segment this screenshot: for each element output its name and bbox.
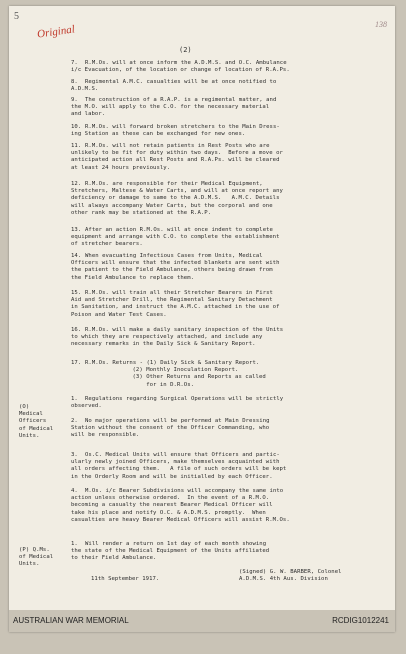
item-text-line: (2) Monthly Inoculation Report. bbox=[71, 367, 239, 374]
item-text-line: casualties are heavy Bearer Medical Officers will assist R.M.Os. bbox=[71, 516, 290, 523]
item-number: 14. bbox=[71, 253, 82, 259]
item-text-line: take his place and notify O.C. & A.D.M.S. promptly. When bbox=[71, 509, 266, 516]
section-o-label: (O) bbox=[19, 404, 30, 410]
item-text-line: When evacuating Infectious Cases from Units, Medical bbox=[85, 253, 263, 259]
item-text-line: Regulations regarding Surgical Operations will be strictly bbox=[85, 396, 284, 402]
item-text-line: at least 24 hours previously. bbox=[71, 164, 171, 171]
archive-footer bbox=[9, 610, 395, 632]
item-text-line: the Field Ambulance to replace them. bbox=[71, 274, 195, 281]
item-number: 13. bbox=[71, 227, 82, 233]
item-number: 10. bbox=[71, 124, 82, 130]
item-number: 12. bbox=[71, 181, 82, 187]
item-text-line: A.D.M.S. bbox=[71, 86, 99, 93]
item-text-line: necessary remarks in the Daily Sick & Sanitary Report. bbox=[71, 341, 256, 348]
item-text-line: the patient to the Field Ambulance, others being drawn from bbox=[71, 267, 273, 274]
item-text-line: R.M.Os. are responsible for their Medical Equipment, bbox=[85, 181, 263, 187]
page-number: (2) bbox=[179, 46, 192, 54]
item-text-line: Will render a return on 1st day of each month showing bbox=[85, 541, 267, 547]
item-number: 9. bbox=[71, 97, 78, 103]
item-number: 3. bbox=[71, 452, 78, 458]
item-number: 8. bbox=[71, 79, 78, 85]
item-number: 17. bbox=[71, 360, 82, 366]
section-o-label: Officers bbox=[19, 418, 47, 425]
archive-reference: RCDIG1012241 bbox=[332, 616, 389, 625]
section-o-label: Units. bbox=[19, 432, 40, 439]
section-p-label: Units. bbox=[19, 561, 40, 568]
section-o-label: Medical bbox=[19, 411, 43, 418]
corner-number: 5 bbox=[14, 11, 19, 22]
item-text-line: R.M.Os. Returns - (1) Daily Sick & Sanitary Report. bbox=[85, 360, 260, 366]
item-text-line: Officers will ensure that the infected blankets are sent with bbox=[71, 260, 280, 267]
item-number: 11. bbox=[71, 143, 82, 149]
item-number: 1. bbox=[71, 396, 78, 402]
item-text-line: Aid and Stretcher Drill, the Regimental Sanitary Detachment bbox=[71, 297, 273, 304]
item-text-line: becoming a casualty the nearest Bearer Medical Officer will bbox=[71, 502, 273, 509]
item-text-line: R.M.Os. will at once inform the A.D.M.S. and O.C. Ambulance bbox=[85, 60, 287, 66]
document-page bbox=[9, 6, 395, 632]
item-text-line: Regimental A.M.C. casualties will be at once notified to bbox=[85, 79, 277, 85]
item-text-line: deficiency or damage to same to the A.D.M.S. A.M.C. Details bbox=[71, 195, 280, 202]
item-text-line: observed. bbox=[71, 403, 102, 410]
document-date: 11th September 1917. bbox=[91, 576, 160, 582]
item-text-line: After an action R.M.Os. will at once indent to complete bbox=[85, 227, 273, 233]
item-number: 15. bbox=[71, 290, 82, 296]
item-text-line: R.M.Os. will make a daily sanitary inspection of the Units bbox=[85, 327, 284, 333]
item-text-line: equipment and arrange with C.O. to complete the establishment bbox=[71, 234, 280, 241]
item-text-line: Poison and Water Test Cases. bbox=[71, 311, 167, 318]
archive-name: AUSTRALIAN WAR MEMORIAL bbox=[13, 616, 129, 625]
section-o-label: of Medical bbox=[19, 425, 54, 432]
item-text-line: R.M.Os. will not retain patients in Rest Posts who are bbox=[85, 143, 270, 149]
item-text-line: all orders affecting them. A file of such orders will be kept bbox=[71, 466, 287, 473]
item-text-line: Stretchers, Maltese & Water Carts, and will at once report any bbox=[71, 188, 283, 195]
item-text-line: will be responsible. bbox=[71, 432, 140, 439]
item-text-line: i/c Evacuation, of the location or change of location of R.A.Ps. bbox=[71, 67, 290, 74]
item-number: 16. bbox=[71, 327, 82, 333]
item-text-line: to their Field Ambulance. bbox=[71, 555, 157, 562]
signature-line: A.D.M.S. 4th Aus. Division bbox=[239, 576, 328, 583]
item-text-line: for in D.R.Os. bbox=[71, 381, 195, 388]
item-text-line: the state of the Medical Equipment of the Units affiliated bbox=[71, 548, 270, 555]
item-text-line: No major operations will be performed at Main Dressing bbox=[85, 418, 270, 424]
item-text-line: Station without the consent of the Officer Commanding, who bbox=[71, 425, 270, 432]
item-text-line: the M.O. will apply to the C.O. for the necessary material bbox=[71, 104, 270, 111]
item-text-line: of stretcher bearers. bbox=[71, 241, 143, 248]
item-number: 1. bbox=[71, 541, 78, 547]
folio-number: 138 bbox=[375, 20, 387, 29]
item-text-line: R.M.Os. will forward broken stretchers to the Main Dress- bbox=[85, 124, 280, 130]
item-text-line: R.M.Os. will train all their Stretcher Bearers in First bbox=[85, 290, 273, 296]
item-number: 2. bbox=[71, 418, 78, 424]
item-text-line: to which they are respectively attached, and include any bbox=[71, 334, 263, 341]
item-text-line: ing Station as these can be exchanged for new ones. bbox=[71, 131, 246, 138]
signature-line: (Signed) G. W. BARBER, Colonel bbox=[239, 569, 342, 575]
item-text-line: M.Os. i/c Bearer Subdivisions will accompany the same into bbox=[85, 488, 284, 494]
item-text-line: in the Orderly Room and will be initialled by each Officer. bbox=[71, 473, 273, 480]
section-p-label: (P) Q.Ms. bbox=[19, 547, 50, 553]
item-text-line: and labor. bbox=[71, 111, 106, 118]
item-text-line: action unless otherwise ordered. In the event of a R.M.O. bbox=[71, 495, 270, 502]
item-text-line: ularly newly joined Officers, make themselves acquainted with bbox=[71, 459, 280, 466]
section-p-label: of Medical bbox=[19, 554, 54, 561]
item-number: 4. bbox=[71, 488, 78, 494]
item-number: 7. bbox=[71, 60, 78, 66]
item-text-line: other rank may be stationed at the R.A.P. bbox=[71, 209, 212, 216]
item-text-line: in Sanitation, and instruct the A.M.C. attached in the use of bbox=[71, 304, 280, 311]
item-text-line: unlikely to be fit for duty within two days. Before a move or bbox=[71, 150, 283, 157]
item-text-line: The construction of a R.A.P. is a regimental matter, and bbox=[85, 97, 277, 103]
original-stamp: Original bbox=[36, 23, 76, 41]
item-text-line: will always accompany Water Carts, but the corporal and one bbox=[71, 202, 273, 209]
item-text-line: anticipated action all Rest Posts and R.A.Ps. will be cleared bbox=[71, 157, 280, 164]
item-text-line: Os.C. Medical Units will ensure that Officers and partic- bbox=[85, 452, 280, 458]
item-text-line: (3) Other Returns and Reports as called bbox=[71, 374, 266, 381]
